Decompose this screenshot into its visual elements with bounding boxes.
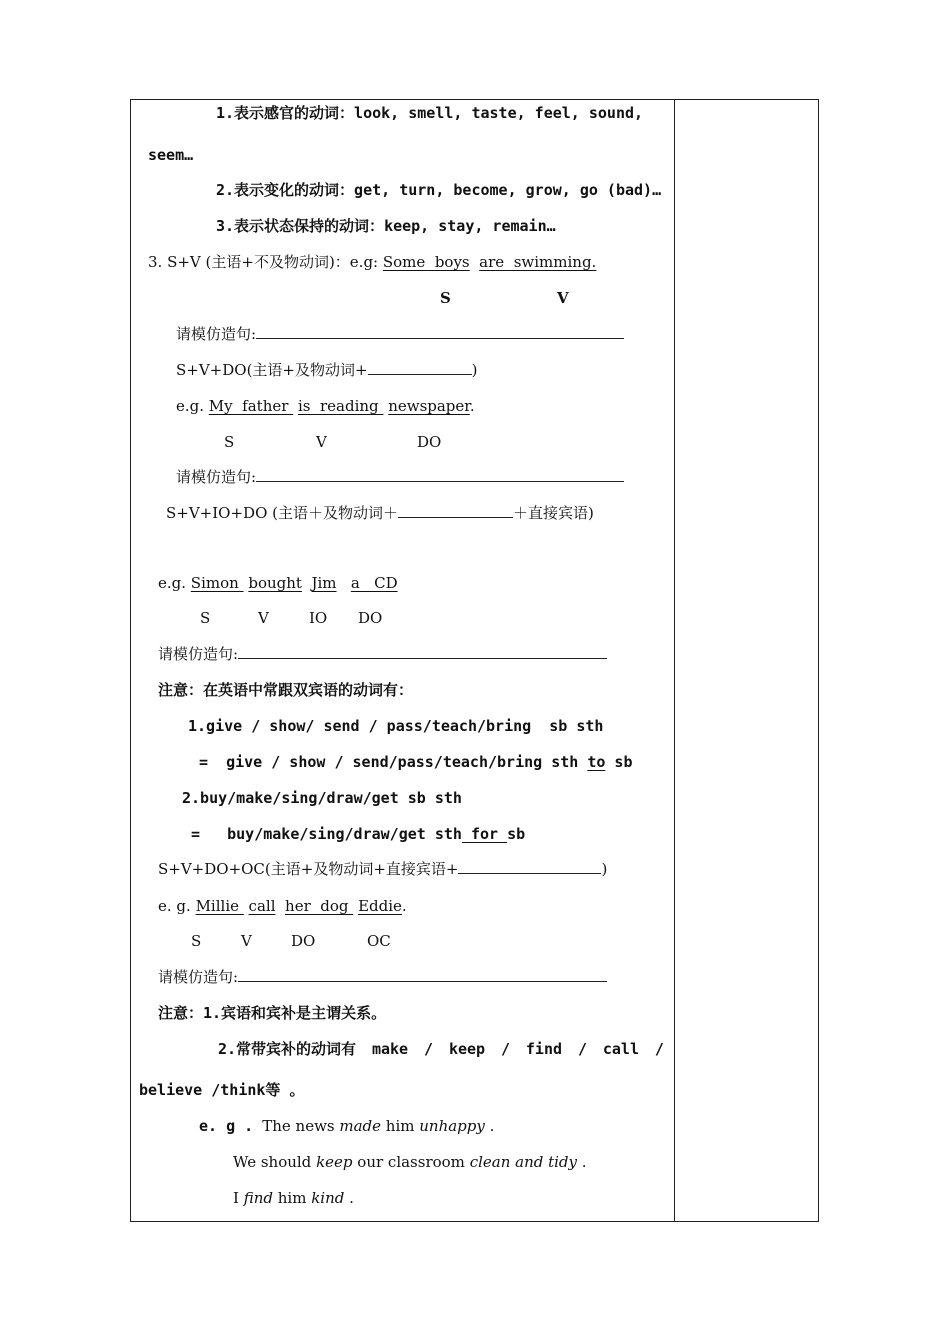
sense-verbs-continued: seem… bbox=[148, 146, 194, 164]
sv-label-v: V bbox=[557, 289, 569, 307]
svio-label-do: DO bbox=[358, 609, 383, 627]
svio-label-s: S bbox=[200, 609, 211, 627]
svio-label-io: IO bbox=[309, 609, 328, 627]
object-complement-verbs-line: 2.常带宾补的动词有 make / keep / find / call / bbox=[218, 1040, 664, 1058]
sv-example-line: 3. S+V (主语+不及物动词)：e.g: Some boys are swimming. bbox=[148, 253, 597, 271]
svdo-answer-blank[interactable] bbox=[256, 467, 624, 482]
double-object-buy-line: 2.buy/make/sing/draw/get sb sth bbox=[182, 789, 462, 807]
svio-answer-blank[interactable] bbox=[238, 644, 607, 659]
object-complement-verbs-continued: believe /think等 。 bbox=[139, 1081, 305, 1099]
object-complement-note-title: 注意：1.宾语和宾补是主谓关系。 bbox=[158, 1004, 387, 1022]
svdooc-heading-blank[interactable] bbox=[458, 859, 601, 874]
state-verbs-line: 3.表示状态保持的动词：keep, stay, remain… bbox=[216, 217, 556, 235]
column-divider bbox=[674, 99, 675, 1222]
svio-imitate-line: 请模仿造句: bbox=[158, 644, 607, 664]
double-object-give-to-line: = give / show / send/pass/teach/bring sth to sb bbox=[199, 753, 633, 771]
svdooc-example-line: e. g. Millie call her dog Eddie. bbox=[158, 897, 407, 915]
double-object-give-line: 1.give / show/ send / pass/teach/bring sb sth bbox=[188, 717, 604, 735]
sense-verbs-line: 1.表示感官的动词：look, smell, taste, feel, sound, bbox=[216, 104, 644, 122]
svdo-imitate-line: 请模仿造句: bbox=[176, 467, 624, 487]
svdooc-label-v: V bbox=[241, 932, 252, 950]
svdo-heading: S+V+DO(主语+及物动词+ ) bbox=[176, 361, 478, 379]
sv-imitate-line: 请模仿造句: bbox=[176, 324, 624, 344]
double-object-note-title: 注意：在英语中常跟双宾语的动词有： bbox=[158, 681, 414, 699]
change-verbs-line: 2.表示变化的动词：get, turn, become, grow, go (bad)… bbox=[216, 181, 662, 199]
svio-label-v: V bbox=[258, 609, 269, 627]
example-1: e. g . The news made him unhappy . bbox=[199, 1117, 495, 1135]
svdo-example-line: e.g. My father is reading newspaper. bbox=[176, 397, 475, 415]
sv-label-s: S bbox=[440, 289, 451, 307]
svio-heading-blank[interactable] bbox=[398, 503, 513, 518]
example-2: We should keep our classroom clean and tidy . bbox=[233, 1153, 587, 1171]
svdooc-answer-blank[interactable] bbox=[238, 967, 607, 982]
svdooc-imitate-line: 请模仿造句: bbox=[158, 967, 607, 987]
svdooc-label-oc: OC bbox=[367, 932, 391, 950]
double-object-buy-for-line: = buy/make/sing/draw/get sth for sb bbox=[191, 825, 526, 843]
svdo-label-v: V bbox=[316, 433, 327, 451]
svdo-label-do: DO bbox=[417, 433, 442, 451]
svdooc-label-s: S bbox=[191, 932, 202, 950]
svio-example-line: e.g. Simon bought Jim a CD bbox=[158, 574, 398, 592]
svdooc-heading: S+V+DO+OC(主语+及物动词+直接宾语+ ) bbox=[158, 860, 608, 878]
svdo-heading-blank[interactable] bbox=[368, 360, 472, 375]
svdo-label-s: S bbox=[224, 433, 235, 451]
svdooc-label-do: DO bbox=[291, 932, 316, 950]
example-3: I find him kind . bbox=[233, 1189, 354, 1207]
sv-answer-blank[interactable] bbox=[256, 324, 624, 339]
svio-heading: S+V+IO+DO (主语＋及物动词＋ ＋直接宾语) bbox=[166, 504, 594, 522]
